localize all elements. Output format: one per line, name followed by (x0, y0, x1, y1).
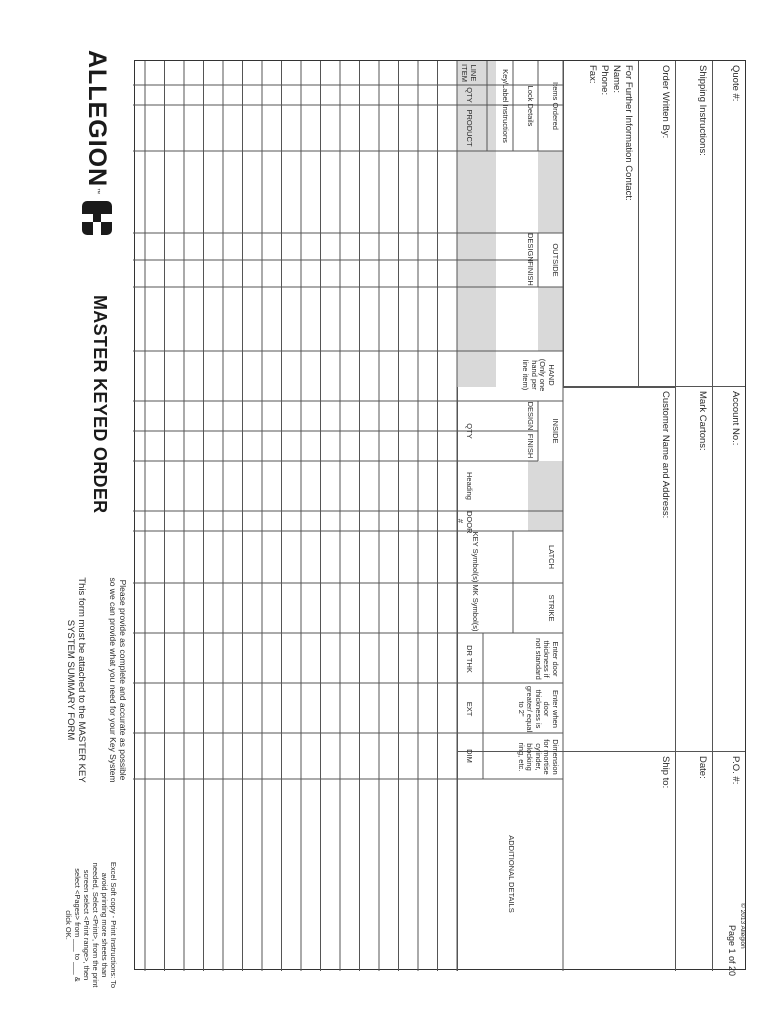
col-dim: DIM (465, 749, 474, 763)
col-ext: EXT (465, 701, 474, 717)
hand-label: HAND (Only one hand per line item) (521, 358, 556, 392)
customer-label: Customer Name and Address: (660, 391, 671, 519)
outside-finish-label: FINISH (526, 261, 535, 286)
dr-thk-note: Enter door thickness if not standard (534, 638, 560, 680)
col-qty: QTY (465, 87, 474, 103)
latch-label: LATCH (547, 544, 556, 570)
inside-design-label: DESIGN (526, 401, 535, 431)
allegion-mark-icon (80, 199, 114, 237)
contact-fax-label: Fax: (587, 65, 598, 84)
outside-label: OUTSIDE (551, 243, 560, 277)
ext-note: Enter when door thickness is greater/ equal to 2" (517, 685, 560, 733)
print-instructions: Excel Soft copy - Print Instructions: To avoid printing more sheets than needed, Select <Print>, from the print screen select <Print range>, then select <Pages> from ___ to ___ & click OK. (64, 861, 118, 989)
brand-tm: ™ (94, 188, 100, 195)
col-qty-2: QTY (465, 423, 474, 439)
table-grid (133, 61, 745, 971)
allegion-logo (77, 50, 117, 237)
brand-name: ALLEGION (83, 50, 112, 188)
po-label: P.O. #: (730, 756, 741, 785)
dim-note: Dimension for mortise cylinder, blocking ring, etc. (517, 739, 560, 775)
form-title: MASTER KEYED ORDER (90, 295, 110, 514)
col-door: DOOR # (456, 511, 474, 534)
col-heading: Heading (465, 472, 474, 500)
inside-finish-label: FINISH (526, 433, 535, 459)
attach-note: This form must be attached to the MASTER KEY SYSTEM SUMMARY FORM (65, 577, 87, 783)
col-dr-thk: DR THK (465, 645, 474, 673)
provide-note: Please provide as complete and accurate as possible so we can provide what you need for your Key System (108, 577, 128, 783)
col-line-item: LINE ITEM (460, 64, 478, 82)
account-label: Account No.: (730, 391, 741, 446)
date-label: Date: (697, 756, 708, 779)
ship-to-label: Ship to: (660, 756, 671, 789)
quote-label: Quote #: (730, 65, 741, 102)
order-form (134, 60, 746, 970)
inside-label: INSIDE (551, 418, 560, 444)
strike-label: STRIKE (547, 594, 556, 622)
col-mk: MK Symbol(s) (471, 584, 480, 632)
page-number: Page 1 of 20 (727, 925, 737, 977)
contact-label: For Further Information Contact: (623, 65, 634, 201)
mark-cartons-label: Mark Cartons: (697, 391, 708, 451)
col-key: KEY Symbol(s) (471, 531, 480, 583)
contact-phone-label: Phone: (599, 65, 610, 96)
key-label-label: Key/Label Instructions (501, 69, 510, 143)
col-product: PRODUCT (465, 109, 474, 147)
outside-design-label: DESIGN (526, 233, 535, 262)
copyright: © 2013 Allegion (739, 903, 746, 949)
order-written-label: Order Written By: (660, 65, 671, 139)
items-ordered-label: Items Ordered (551, 82, 560, 130)
additional-details-label: ADDITIONAL DETAILS (507, 835, 516, 913)
lock-details-label: Lock Details (526, 85, 535, 127)
contact-name-label: Name: (611, 65, 622, 93)
shipping-label: Shipping Instructions: (697, 65, 708, 156)
